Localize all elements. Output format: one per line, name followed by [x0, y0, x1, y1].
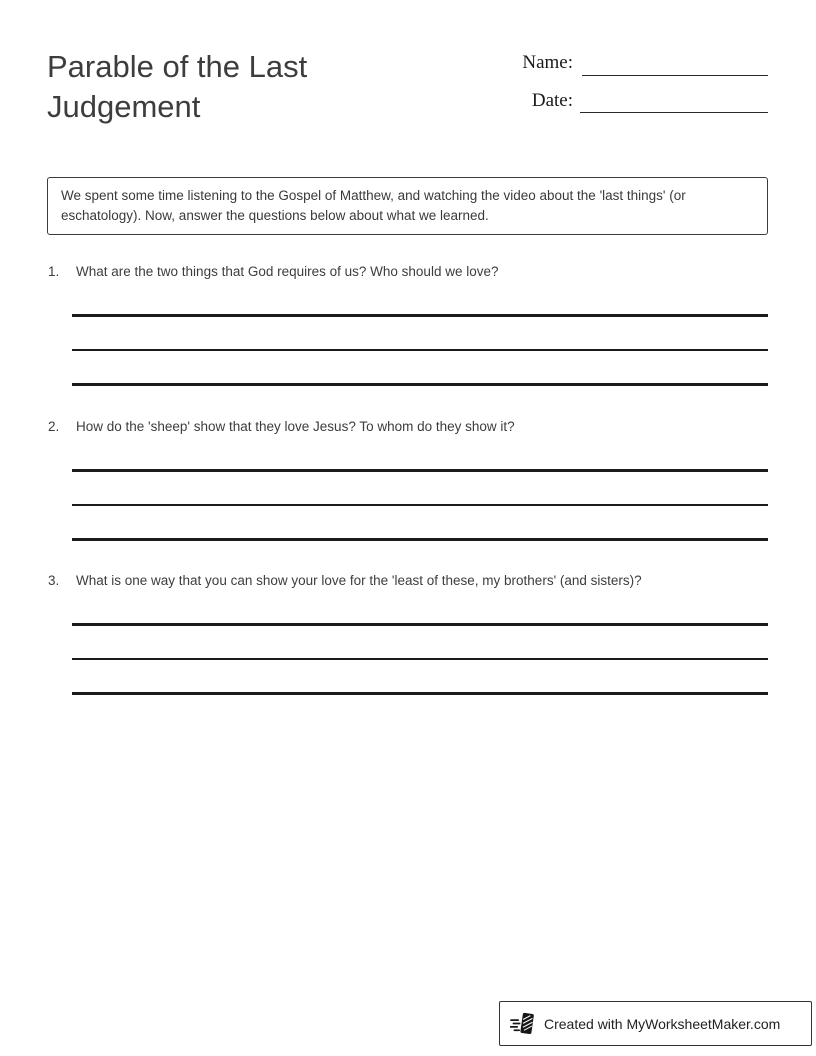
answer-line[interactable]	[72, 314, 768, 317]
answer-line[interactable]	[72, 504, 768, 507]
flying-worksheet-icon	[510, 1009, 537, 1038]
instructions-text: We spent some time listening to the Gospel of Matthew, and watching the video about the 'last things' (or eschatology). Now, answer the questions below about what we learned.	[61, 188, 686, 223]
answer-line[interactable]	[72, 623, 768, 626]
credit-text: Created with MyWorksheetMaker.com	[544, 1015, 781, 1032]
question-number: 3.	[48, 573, 60, 588]
question-number: 2.	[48, 419, 60, 434]
answer-line[interactable]	[72, 692, 768, 695]
answer-line[interactable]	[72, 469, 768, 472]
page-title: Parable of the Last Judgement	[47, 49, 308, 124]
date-label: Date:	[531, 90, 573, 111]
credit-box[interactable]	[499, 1001, 812, 1046]
answer-line[interactable]	[72, 383, 768, 386]
question-1-row	[48, 263, 768, 280]
question-text: What is one way that you can show your love for the 'least of these, my brothers' (and sisters)?	[76, 573, 642, 588]
question-2-row	[48, 418, 768, 435]
question-3-row	[48, 572, 768, 589]
question-number: 1.	[48, 264, 60, 279]
answer-line[interactable]	[72, 538, 768, 541]
question-text: What are the two things that God requires of us? Who should we love?	[76, 264, 499, 279]
instructions-box	[47, 177, 768, 235]
name-input-line[interactable]	[582, 75, 768, 76]
question-text: How do the 'sheep' show that they love Jesus? To whom do they show it?	[76, 419, 515, 434]
question-3	[48, 572, 768, 702]
answer-line[interactable]	[72, 658, 768, 661]
question-2	[48, 418, 768, 548]
name-label: Name:	[522, 52, 573, 73]
date-input-line[interactable]	[580, 112, 768, 113]
question-1	[48, 263, 768, 393]
answer-line[interactable]	[72, 349, 768, 352]
